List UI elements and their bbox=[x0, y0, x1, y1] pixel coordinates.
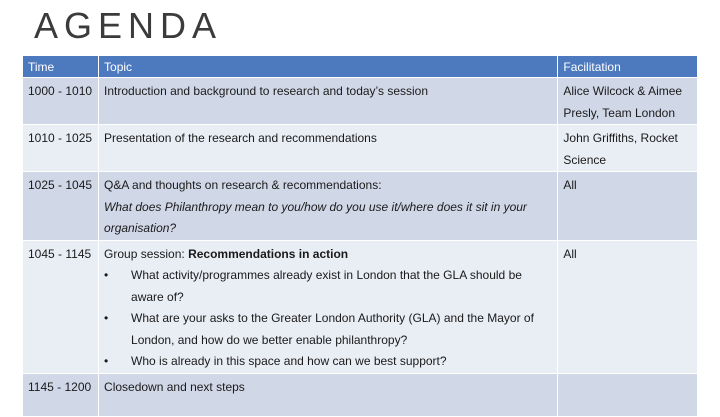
row-topic: Closedown and next steps bbox=[99, 373, 558, 416]
row-topic-prefix: Group session: bbox=[104, 246, 189, 261]
row-facilitation: Alice Wilcock & Aimee Presly, Team London bbox=[558, 78, 698, 125]
header-topic: Topic bbox=[99, 56, 558, 78]
row-facilitation: All bbox=[558, 240, 698, 373]
list-item bbox=[104, 265, 552, 308]
header-facilitation: Facilitation bbox=[558, 56, 698, 78]
list-item bbox=[104, 308, 552, 351]
row-topic bbox=[99, 240, 558, 373]
table-row bbox=[23, 172, 698, 241]
table-row bbox=[23, 240, 698, 373]
header-time: Time bbox=[23, 56, 99, 78]
table-row bbox=[23, 373, 698, 416]
row-topic: Introduction and background to research and today’s session bbox=[99, 78, 558, 125]
row-facilitation: All bbox=[558, 172, 698, 241]
row-topic-bold: Recommendations in action bbox=[188, 246, 349, 261]
row-facilitation: John Griffiths, Rocket Science bbox=[558, 125, 698, 172]
row-time: 1045 - 1145 bbox=[23, 240, 99, 373]
row-topic-question: What does Philanthropy mean to you/how do you use it/where does it sit in your organisation? bbox=[104, 199, 527, 235]
row-topic-text: Q&A and thoughts on research & recommendations: bbox=[104, 178, 382, 192]
row-time: 1025 - 1045 bbox=[23, 172, 99, 241]
agenda-table bbox=[22, 55, 698, 417]
bullet-list bbox=[104, 265, 552, 373]
bullet-icon: • bbox=[104, 311, 109, 325]
row-time: 1010 - 1025 bbox=[23, 125, 99, 172]
row-facilitation bbox=[558, 373, 698, 416]
row-topic: Presentation of the research and recommendations bbox=[99, 125, 558, 172]
list-item-text: What activity/programmes already exist in London that the GLA should be aware of? bbox=[131, 268, 522, 304]
table-row bbox=[23, 78, 698, 125]
list-item-text: Who is already in this space and how can we best support? bbox=[131, 354, 447, 368]
row-topic bbox=[99, 172, 558, 241]
table-row bbox=[23, 125, 698, 172]
table-header-row bbox=[23, 56, 698, 78]
list-item-text: What are your asks to the Greater London Authority (GLA) and the Mayor of London, and how do we better enable philanthropy? bbox=[131, 311, 534, 347]
page-title: AGENDA bbox=[34, 5, 223, 46]
bullet-icon: • bbox=[104, 354, 109, 368]
bullet-icon: • bbox=[104, 268, 109, 282]
row-time: 1145 - 1200 bbox=[23, 373, 99, 416]
list-item bbox=[104, 351, 552, 373]
row-time: 1000 - 1010 bbox=[23, 78, 99, 125]
row-topic-heading bbox=[104, 244, 552, 266]
